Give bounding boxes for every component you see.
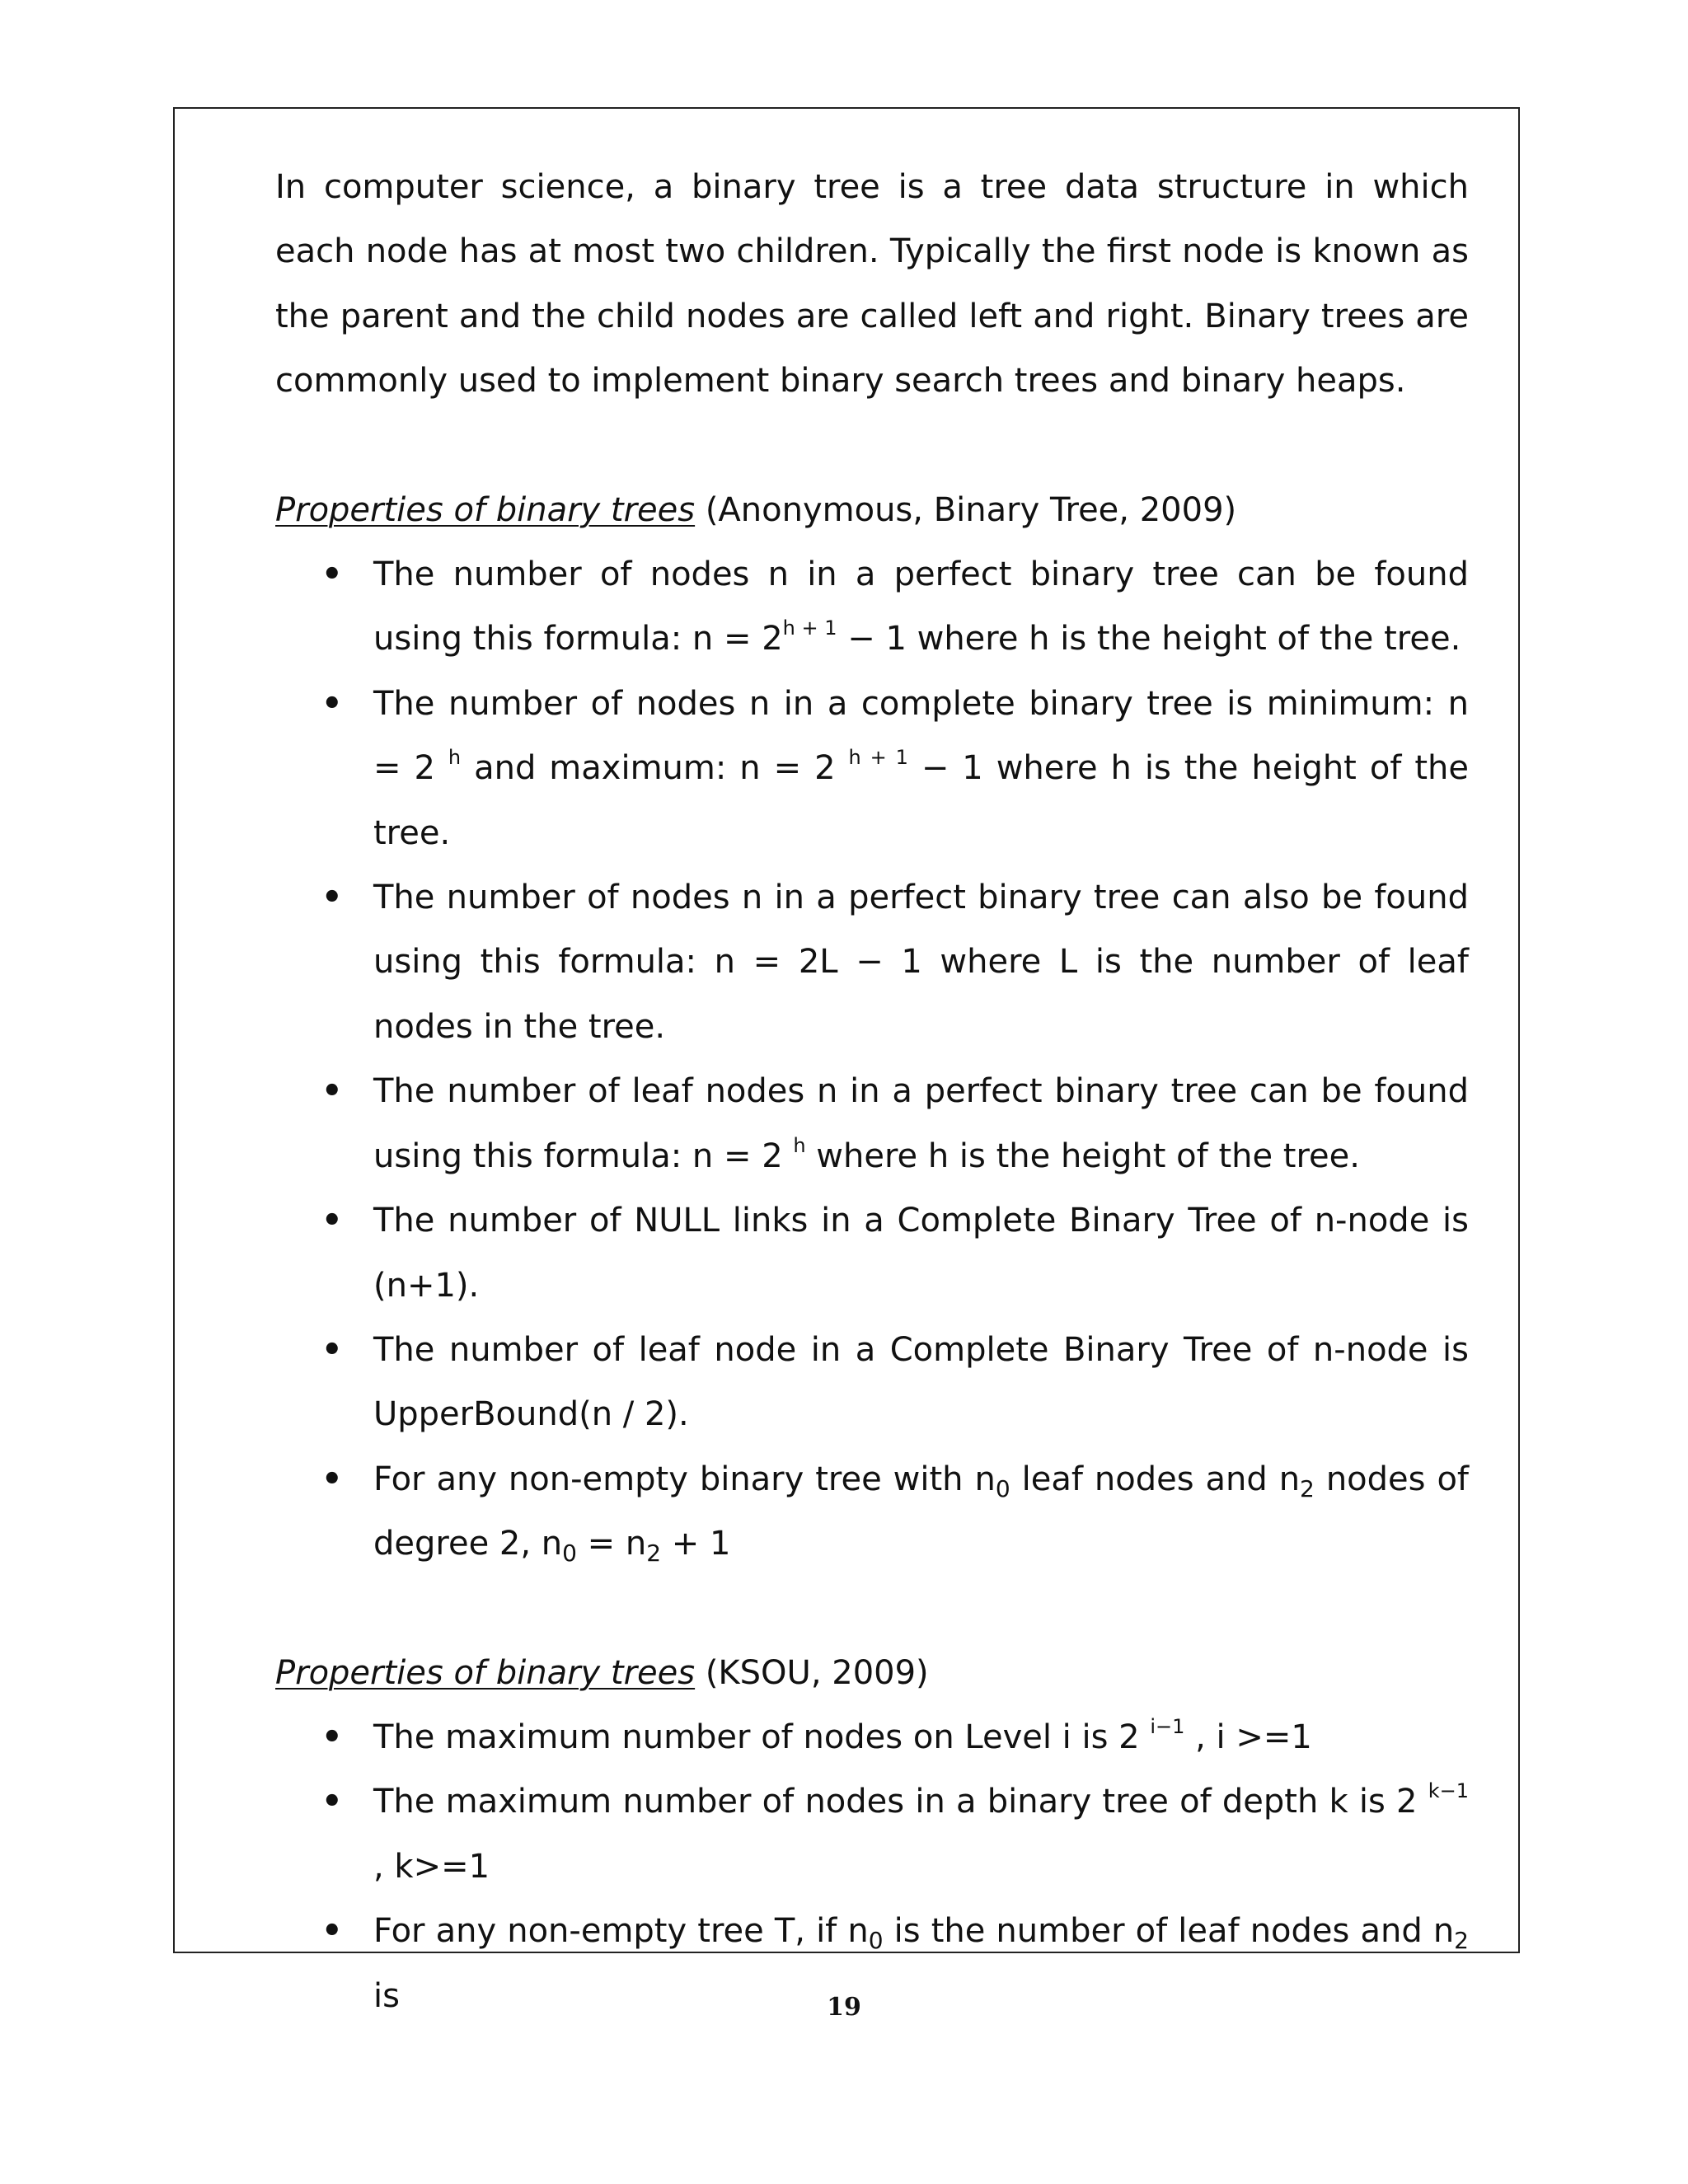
superscript: h [793,1133,806,1157]
item-text: − 1 where h is the height of the tree. [373,749,1469,852]
bullet-icon: • [321,1202,343,1240]
list-item [275,865,1469,1059]
subscript: 2 [646,1540,662,1568]
subscript: 2 [1300,1474,1315,1502]
subscript: 0 [562,1540,577,1568]
bullet-icon: • [321,1783,343,1821]
superscript: k−1 [1428,1779,1469,1803]
property-list-anonymous [275,542,1469,1577]
superscript: h + 1 [782,616,837,640]
item-text: The maximum number of nodes in a binary tree of depth k is 2 [373,1783,1428,1821]
intro-paragraph: In computer science, a binary tree is a tree data structure in which each node has at most two children. Typically the first node is known as the parent and the child nodes are called left and right. Binary trees are commonly used to implement binary search trees and binary heaps. [275,168,1469,401]
item-text: , i >=1 [1184,1718,1312,1756]
section-heading-anonymous [275,478,1469,542]
item-text: The number of NULL links in a Complete Binary Tree of n-node is (n+1). [373,1202,1469,1305]
list-item [275,1059,1469,1188]
list-item [275,542,1469,672]
item-text: + 1 [661,1525,731,1563]
item-text: is [373,1976,400,2015]
item-text: , k>=1 [373,1847,490,1886]
subscript: 2 [1454,1927,1469,1955]
item-text: nodes of degree 2, n [373,1460,1469,1563]
list-item [275,1769,1469,1899]
bullet-icon: • [321,1718,343,1756]
item-text: The maximum number of nodes on Level i is 2 [373,1718,1151,1756]
section-heading-ksou [275,1641,1469,1705]
list-item [275,1705,1469,1769]
list-item [275,1318,1469,1447]
list-item [275,1447,1469,1577]
item-text: For any non-empty tree T, if n [373,1912,869,1951]
section-heading-title: Properties of binary trees [275,1653,696,1692]
subscript: 0 [995,1474,1010,1502]
item-text: The number of nodes n in a complete binary tree is minimum: n = 2 [373,684,1469,788]
document-body [275,155,1469,2028]
section-heading-title: Properties of binary trees [275,490,696,529]
subscript: 0 [868,1927,884,1955]
item-text: = n [576,1525,647,1563]
bullet-icon: • [321,1912,343,1951]
bullet-icon: • [321,684,343,723]
item-text: The number of leaf node in a Complete Binary Tree of n-node is UpperBound(n / 2). [373,1330,1469,1434]
superscript: h + 1 [848,746,908,770]
list-item [275,1188,1469,1318]
property-list-ksou [275,1705,1469,2028]
page-number: 19 [827,1993,861,2022]
item-text: The number of nodes n in a perfect binary tree can be found using this formula: n = 2 [373,555,1469,658]
item-text: For any non-empty binary tree with n [373,1460,996,1498]
section-heading-citation: (KSOU, 2009) [695,1653,929,1692]
section-heading-citation: (Anonymous, Binary Tree, 2009) [695,490,1237,529]
item-text: The number of leaf nodes n in a perfect binary tree can be found using this formula: n = 2 [373,1072,1469,1175]
bullet-icon: • [321,1330,343,1369]
item-text: leaf nodes and n [1010,1460,1301,1498]
spacer [275,414,1469,478]
bullet-icon: • [321,555,343,594]
spacer [275,1577,1469,1641]
bullet-icon: • [321,1072,343,1111]
bullet-icon: • [321,1460,343,1498]
superscript: i−1 [1150,1714,1185,1738]
superscript: h [448,746,462,770]
bullet-icon: • [321,879,343,917]
item-text: where h is the height of the tree. [805,1137,1360,1175]
item-text: − 1 where h is the height of the tree. [837,620,1461,658]
item-text: is the number of leaf nodes and n [883,1912,1455,1951]
item-text: The number of nodes n in a perfect binary tree can also be found using this formula: n = 2L − 1 where L is the number of leaf nodes in the tree. [373,879,1469,1046]
list-item [275,672,1469,865]
item-text: and maximum: n = 2 [461,749,849,788]
